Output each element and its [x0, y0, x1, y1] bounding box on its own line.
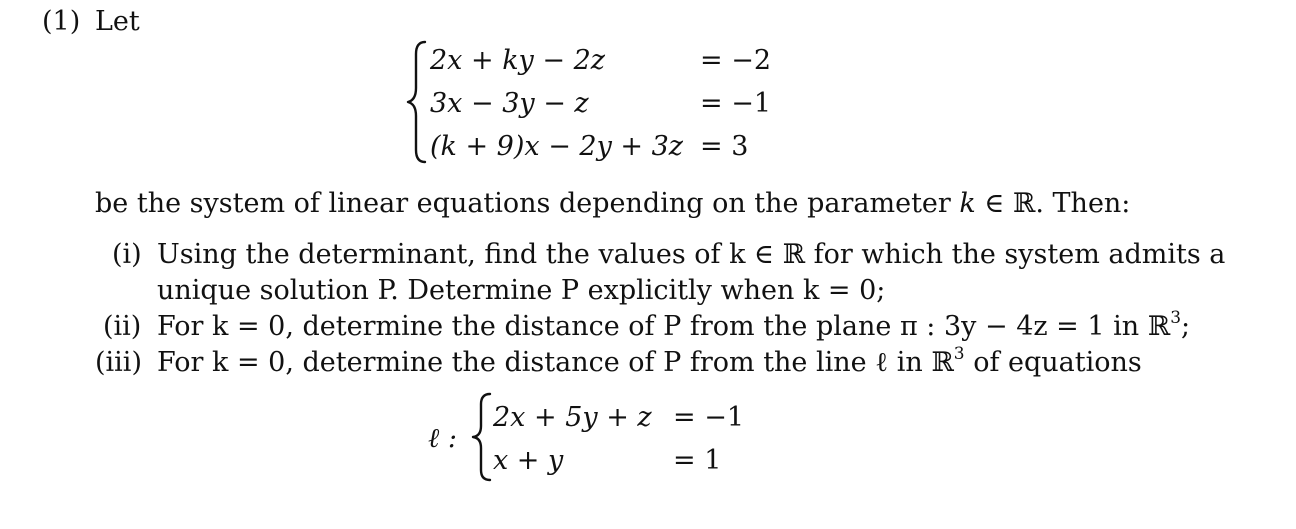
problem-number: (1) [42, 6, 81, 37]
item-label-i: (i) [112, 239, 142, 270]
left-brace-icon-2 [470, 392, 494, 482]
item-label-iii: (iii) [95, 347, 142, 378]
system-row-3-lhs: (k + 9)x − 2y + 3z [430, 131, 684, 162]
problem-intro: Let [95, 6, 140, 37]
system-row-3-rhs: = 3 [700, 131, 749, 162]
statement-after: . Then: [1035, 188, 1131, 219]
statement-param: k [959, 188, 976, 219]
item-ii-line [157, 308, 1191, 342]
line-system-name: ℓ : [428, 423, 457, 454]
line-system-row-2-rhs: = 1 [673, 445, 722, 476]
item-iii-text: For k = 0, determine the distance of P from the line ℓ in ℝ [157, 347, 954, 378]
statement-in-reals: ∈ ℝ [975, 188, 1036, 219]
line-system-row-1-rhs: = −1 [673, 402, 745, 433]
item-ii-superscript: 3 [1170, 308, 1182, 328]
item-ii-end: ; [1181, 311, 1191, 342]
system-row-2-rhs: = −1 [700, 88, 772, 119]
line-system-row-1-lhs: 2x + 5y + z [493, 402, 652, 433]
item-iii-end: of equations [964, 347, 1142, 378]
left-brace-icon [405, 40, 429, 165]
item-i-line-1: Using the determinant, find the values of k ∈ ℝ for which the system admits a [157, 239, 1226, 270]
system-row-1-lhs: 2x + ky − 2z [430, 45, 605, 76]
statement-before: be the system of linear equations depending on the parameter [95, 188, 960, 219]
system-row-2-lhs: 3x − 3y − z [430, 88, 589, 119]
statement-line [95, 190, 1130, 217]
item-i-line-2: unique solution P. Determine P explicitly when k = 0; [157, 275, 886, 306]
item-ii-text: For k = 0, determine the distance of P from the plane π : 3y − 4z = 1 in ℝ [157, 311, 1171, 342]
item-label-ii: (ii) [103, 311, 142, 342]
item-iii-line [157, 344, 1142, 378]
line-system-row-2-lhs: x + y [493, 445, 564, 476]
item-iii-superscript: 3 [953, 344, 965, 364]
system-row-1-rhs: = −2 [700, 45, 772, 76]
